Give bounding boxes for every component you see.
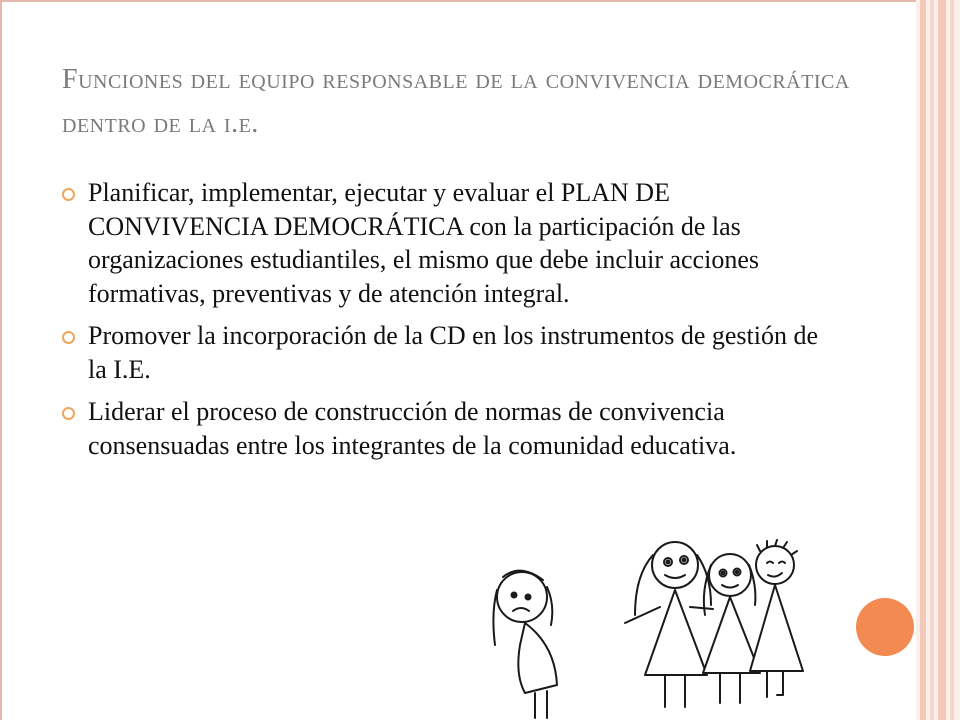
bullet-item-promover <box>62 319 822 386</box>
girl-figure <box>625 542 713 707</box>
bullet-text: Planificar, implementar, ejecutar y evaluar el PLAN DE CONVIVENCIA DEMOCRÁTICA con la participación de las organizaciones estudiantiles, el mismo que debe incluir acciones formativas, preventivas y de atención integral. <box>88 178 759 308</box>
accent-circle <box>856 598 914 656</box>
circle-bullet-icon <box>62 407 75 420</box>
decorative-stripes <box>916 0 960 720</box>
circle-bullet-icon <box>62 188 75 201</box>
girl-figure <box>703 554 760 703</box>
bullet-item-plan <box>62 176 822 310</box>
bullet-text: Promover la incorporación de la CD en los instrumentos de gestión de la I.E. <box>88 321 819 384</box>
bullet-item-liderar <box>62 395 822 462</box>
bullet-list <box>62 176 822 471</box>
circle-bullet-icon <box>62 331 75 344</box>
bullet-text: Liderar el proceso de construcción de normas de convivencia consensuadas entre los integrantes de la comunidad educativa. <box>88 397 737 460</box>
slide-title: Funciones del equipo responsable de la convivencia democrática dentro de la i.e. <box>62 64 850 139</box>
stick-figure-children-icon <box>475 535 825 720</box>
sad-girl-figure <box>493 571 557 718</box>
